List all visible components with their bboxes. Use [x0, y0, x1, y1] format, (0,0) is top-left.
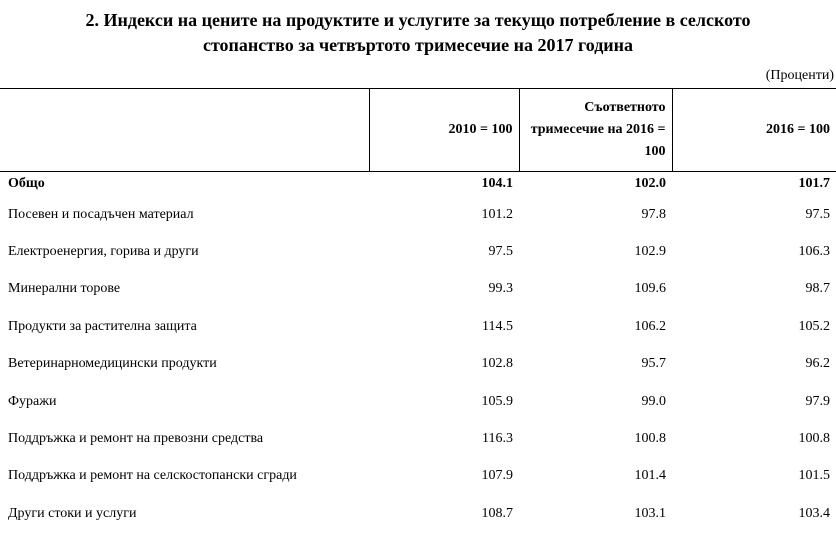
value-2010: 101.2: [481, 206, 513, 222]
value-same-quarter-2016: 100.8: [634, 431, 666, 447]
row-label: Поддръжка и ремонт на селскостопански сгради: [8, 468, 297, 484]
row-label: Други стоки и услуги: [8, 505, 137, 521]
value-2010: 116.3: [482, 431, 513, 447]
value-2016: 101.5: [798, 468, 830, 484]
value-2010: 104.1: [481, 176, 513, 191]
value-same-quarter-2016: 99.0: [641, 393, 666, 409]
table-row: [0, 458, 836, 495]
row-label: Ветеринарномедицински продукти: [8, 356, 217, 372]
value-same-quarter-2016: 106.2: [634, 318, 666, 334]
row-label: Посевен и посадъчен материал: [8, 206, 194, 222]
value-same-quarter-2016: 101.4: [634, 468, 666, 484]
value-2016: 97.9: [805, 393, 830, 409]
value-2016: 106.3: [798, 244, 830, 260]
header-same-quarter-2016: Съответното тримесечие на 2016 = 100: [519, 89, 672, 172]
table-header-row: [0, 89, 836, 172]
value-same-quarter-2016: 102.9: [634, 244, 666, 260]
table-row: [0, 495, 836, 532]
row-label: Електроенергия, горива и други: [8, 244, 199, 260]
row-label: Поддръжка и ремонт на превозни средства: [8, 431, 264, 447]
table-row: [0, 196, 836, 233]
table-row: [0, 308, 836, 345]
row-label: Минерални торове: [8, 281, 121, 297]
row-label: Фуражи: [8, 393, 57, 409]
value-same-quarter-2016: 103.1: [634, 505, 666, 521]
value-2016: 103.4: [798, 505, 830, 521]
title-line-2: стопанство за четвъртото тримесечие на 2017 година: [202, 35, 634, 55]
value-same-quarter-2016: 95.7: [641, 356, 666, 372]
table-row: [0, 233, 836, 270]
value-same-quarter-2016: 97.8: [641, 206, 666, 222]
value-2010: 114.5: [482, 318, 513, 334]
value-2010: 99.3: [488, 281, 513, 297]
header-2010: 2010 = 100: [369, 89, 519, 172]
unit-label: (Проценти): [765, 68, 834, 83]
header-label: [0, 89, 369, 172]
table-row: [0, 383, 836, 420]
value-2010: 102.8: [481, 356, 513, 372]
value-2016: 98.7: [805, 281, 830, 297]
row-label: Общо: [8, 176, 45, 191]
header-2016: 2016 = 100: [672, 89, 836, 172]
value-2016: 105.2: [798, 318, 830, 334]
table-row: [0, 420, 836, 457]
value-2016: 100.8: [798, 431, 830, 447]
title-line-1: 2. Индекси на цените на продуктите и услугите за текущо потребление в селското: [85, 10, 751, 30]
value-2016: 96.2: [805, 356, 830, 372]
page-title: [0, 8, 836, 58]
value-2010: 108.7: [481, 505, 513, 521]
value-2010: 97.5: [488, 244, 513, 260]
value-2010: 105.9: [481, 393, 513, 409]
price-index-table: [0, 88, 836, 533]
value-2016: 97.5: [805, 206, 830, 222]
value-2016: 101.7: [798, 176, 830, 191]
row-label: Продукти за растителна защита: [8, 318, 197, 334]
table-row: [0, 346, 836, 383]
table-row: [0, 271, 836, 308]
value-same-quarter-2016: 102.0: [634, 176, 666, 191]
table-row-total: [0, 172, 836, 197]
value-same-quarter-2016: 109.6: [634, 281, 666, 297]
value-2010: 107.9: [481, 468, 513, 484]
